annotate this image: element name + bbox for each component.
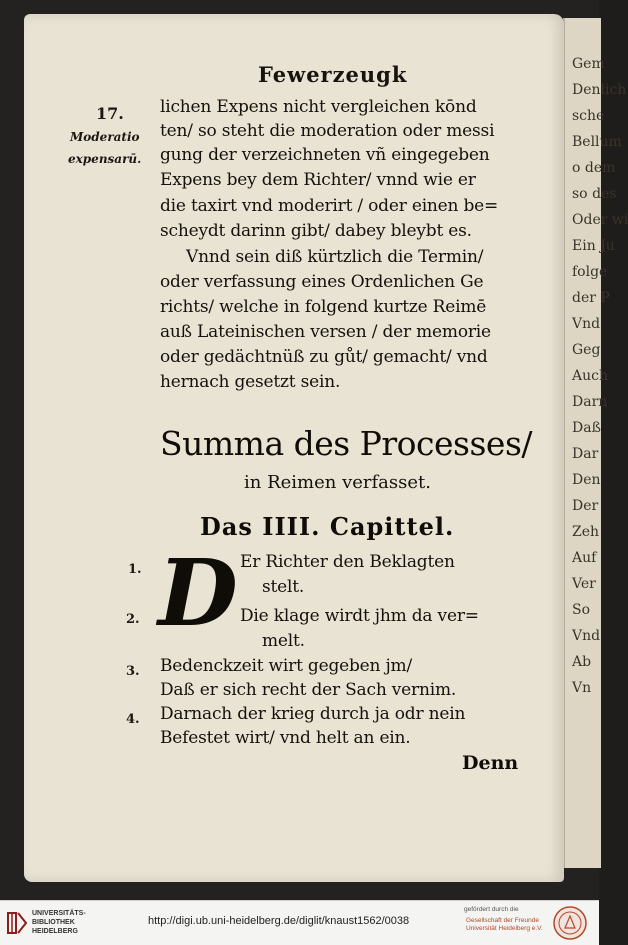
paragraph-line: Vnnd sein diß kürtzlich die Termin/ xyxy=(186,247,484,267)
facing-page-fragment: Zeh xyxy=(572,524,600,540)
catchword: Denn xyxy=(462,752,519,774)
verse-number: 1. xyxy=(128,562,142,577)
viewer-footer xyxy=(0,900,599,945)
facing-page-fragment: Auf xyxy=(572,550,597,566)
chapter-heading: Das IIII. Capittel. xyxy=(200,512,455,541)
facing-page-fragment: Den xyxy=(572,472,601,488)
facing-page-fragment: Auch xyxy=(572,368,608,384)
paragraph-line: oder gedächtnüß zu gůt/ gemacht/ vnd xyxy=(160,347,488,367)
facing-page-fragment: folge xyxy=(572,264,608,280)
paragraph-line: hernach gesetzt sein. xyxy=(160,372,341,392)
section-title: Summa des Processes/ xyxy=(160,424,532,463)
facing-page-fragment: o dem xyxy=(572,160,616,176)
paragraph-line: ten/ so steht die moderation oder messi xyxy=(160,121,495,141)
facing-page-fragment: Vnd xyxy=(572,628,601,644)
facing-page-fragment: Vnd xyxy=(572,316,601,332)
paragraph-line: scheydt darinn gibt/ dabey bleybt es. xyxy=(160,221,472,241)
funder-name[interactable]: Gesellschaft der Freunde Universität Heidelberg e.V. xyxy=(466,917,543,932)
margin-number: 17. xyxy=(96,104,124,123)
facing-page-fragment: Ver xyxy=(572,576,596,592)
permalink-url[interactable]: http://digi.ub.uni-heidelberg.de/diglit/knaust1562/0038 xyxy=(148,915,410,927)
verse-line: Darnach der krieg durch ja odr nein xyxy=(160,704,466,724)
section-subtitle: in Reimen verfasset. xyxy=(244,472,431,493)
running-head: Fewerzeugk xyxy=(258,62,408,87)
facing-page-fragment: der P xyxy=(572,290,610,306)
facing-page-fragment: Ab xyxy=(572,654,592,670)
facing-page-fragment: Der xyxy=(572,498,599,514)
facing-page-fragment: Geg xyxy=(572,342,601,358)
drop-cap: D xyxy=(158,539,238,647)
facing-page-fragment: so des xyxy=(572,186,617,202)
verse-line: Die klage wirdt jhm da ver= xyxy=(240,606,479,626)
facing-page-fragment: Bellum xyxy=(572,134,622,150)
verse-line: Bedenckzeit wirt gegeben jm/ xyxy=(160,656,413,676)
facing-page-fragment: Gem xyxy=(572,56,605,72)
facing-page-fragment: sche xyxy=(572,108,605,124)
verse-number: 4. xyxy=(126,712,140,727)
paragraph-line: die taxirt vnd moderirt / oder einen be= xyxy=(160,196,499,216)
facing-page-fragment: Dar xyxy=(572,446,599,462)
facing-page-fragment: Ein Ju xyxy=(572,238,615,254)
paragraph-line: richts/ welche in folgend kurtze Reimē xyxy=(160,297,487,317)
funded-by-label: gefördert durch die xyxy=(464,906,519,913)
paragraph-line: lichen Expens nicht vergleichen kōnd xyxy=(160,97,477,117)
verse-line: stelt. xyxy=(262,577,305,597)
university-seal-icon xyxy=(553,906,587,940)
paragraph-line: auß Lateinischen versen / der memorie xyxy=(160,322,491,342)
paragraph-line: gung der verzeichneten vñ eingegeben xyxy=(160,145,490,165)
margin-note-expensarum: expensarū. xyxy=(68,152,142,166)
library-logo-icon xyxy=(6,909,28,937)
verse-number: 2. xyxy=(126,612,140,627)
margin-note-moderatio: Moderatio xyxy=(70,130,140,144)
facing-page-fragment: Darn xyxy=(572,394,608,410)
facing-page-fragment: Vn xyxy=(572,680,592,696)
verse-line: Daß er sich recht der Sach vernim. xyxy=(160,680,457,700)
facing-page-fragment: Daß xyxy=(572,420,601,436)
facing-page-fragment: So xyxy=(572,602,591,618)
verse-line: Befestet wirt/ vnd helt an ein. xyxy=(160,728,411,748)
paragraph-line: Expens bey dem Richter/ vnnd wie er xyxy=(160,170,476,190)
facing-page-fragment: Denlich xyxy=(572,82,627,98)
verse-line: Er Richter den Beklagten xyxy=(240,552,455,572)
verse-line: melt. xyxy=(262,631,305,651)
library-name: UNIVERSITÄTS- BIBLIOTHEK HEIDELBERG xyxy=(32,910,86,935)
paragraph-line: oder verfassung eines Ordenlichen Ge xyxy=(160,272,484,292)
facing-page-fragment: Oder wi xyxy=(572,212,628,228)
verse-number: 3. xyxy=(126,664,140,679)
